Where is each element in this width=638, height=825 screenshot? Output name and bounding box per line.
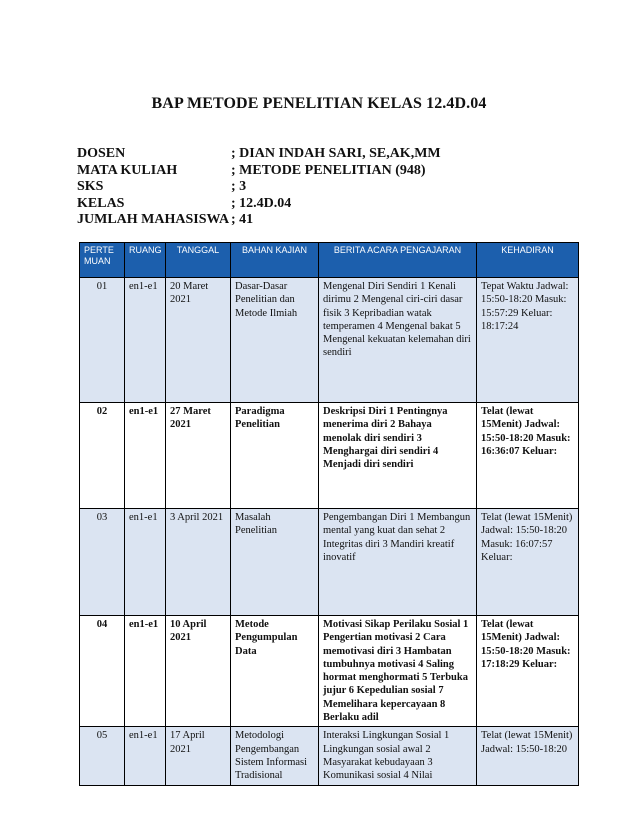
meta-row-dosen (77, 146, 441, 163)
cell-bahan-kajian: Metodologi Pengembangan Sistem Informasi Tradisional (231, 727, 319, 785)
meta-key: MATA KULIAH (77, 162, 178, 178)
cell-berita-acara: Pengembangan Diri 1 Membangun mental yang kuat dan sehat 2 Integritas diri 3 Mandiri kreatif inovatif (319, 509, 477, 616)
cell-bahan-kajian: Paradigma Penelitian (231, 403, 319, 509)
cell-berita-acara: Mengenal Diri Sendiri 1 Kenali dirimu 2 Mengenal ciri-ciri dasar fisik 3 Kepribadian watak temperamen 4 Mengenal bakat 5 Mengenal kekuatan kelemahan diri sendiri (319, 278, 477, 403)
header-kehadiran: KEHADIRAN (477, 243, 579, 278)
cell-bahan-kajian: Metode Pengumpulan Data (231, 616, 319, 727)
cell-kehadiran: Telat (lewat 15Menit) Jadwal: 15:50-18:20 (477, 727, 579, 785)
cell-tanggal: 3 April 2021 (166, 509, 231, 616)
cell-ruang: en1-e1 (125, 509, 166, 616)
cell-tanggal: 20 Maret 2021 (166, 278, 231, 403)
header-bahan-kajian: BAHAN KAJIAN (231, 243, 319, 278)
meta-row-jumlah-mahasiswa (77, 212, 441, 229)
cell-pertemuan: 01 (80, 278, 125, 403)
cell-pertemuan: 03 (80, 509, 125, 616)
cell-ruang: en1-e1 (125, 727, 166, 785)
cell-berita-acara: Motivasi Sikap Perilaku Sosial 1 Pengertian motivasi 2 Cara memotivasi diri 3 Hambatan tumbuhnya motivasi 4 Saling hormat menghormati 5 Terbuka jujur 6 Kepedulian sosial 7 Memelihara kepercayaan 8 Berlaku adil (319, 616, 477, 727)
cell-ruang: en1-e1 (125, 278, 166, 403)
course-info (77, 146, 441, 229)
cell-bahan-kajian: Dasar-Dasar Penelitian dan Metode Ilmiah (231, 278, 319, 403)
cell-tanggal: 27 Maret 2021 (166, 403, 231, 509)
header-tanggal: TANGGAL (166, 243, 231, 278)
meta-row-sks (77, 179, 441, 196)
meta-key: SKS (77, 179, 104, 194)
header-pertemuan: PERTE MUAN (80, 243, 125, 278)
cell-pertemuan: 05 (80, 727, 125, 785)
document-title: BAP METODE PENELITIAN KELAS 12.4D.04 (151, 95, 487, 112)
cell-pertemuan: 02 (80, 403, 125, 509)
cell-ruang: en1-e1 (125, 403, 166, 509)
cell-tanggal: 17 April 2021 (166, 727, 231, 785)
table-row (80, 509, 579, 616)
bap-table (79, 242, 579, 786)
meta-value: ; 12.4D.04 (231, 195, 292, 211)
cell-berita-acara: Interaksi Lingkungan Sosial 1 Lingkungan sosial awal 2 Masyarakat kebudayaan 3 Komunikasi sosial 4 Nilai (319, 727, 477, 785)
meta-row-kelas (77, 196, 441, 213)
table-row (80, 278, 579, 403)
cell-kehadiran: Telat (lewat 15Menit) Jadwal: 15:50-18:20 Masuk: 16:07:57 Keluar: (477, 509, 579, 616)
meta-key: JUMLAH MAHASISWA (77, 212, 230, 227)
cell-tanggal: 10 April 2021 (166, 616, 231, 727)
cell-ruang: en1-e1 (125, 616, 166, 727)
cell-kehadiran: Telat (lewat 15Menit) Jadwal: 15:50-18:20 Masuk: 16:36:07 Keluar: (477, 403, 579, 509)
meta-key: DOSEN (77, 146, 126, 161)
meta-value: ; METODE PENELITIAN (948) (231, 162, 426, 178)
meta-value: ; DIAN INDAH SARI, SE,AK,MM (231, 146, 441, 161)
cell-pertemuan: 04 (80, 616, 125, 727)
meta-value: ; 3 (231, 179, 247, 194)
cell-kehadiran: Tepat Waktu Jadwal: 15:50-18:20 Masuk: 15:57:29 Keluar: 18:17:24 (477, 278, 579, 403)
header-ruang: RUANG (125, 243, 166, 278)
table-row (80, 616, 579, 727)
table-row (80, 727, 579, 785)
cell-berita-acara: Deskripsi Diri 1 Pentingnya menerima diri 2 Bahaya menolak diri sendiri 3 Menghargai diri sendiri 4 Menjadi diri sendiri (319, 403, 477, 509)
meta-value: ; 41 (231, 212, 254, 227)
table-header-row (80, 243, 579, 278)
meta-key: KELAS (77, 195, 125, 211)
header-berita-acara: BERITA ACARA PENGAJARAN (319, 243, 477, 278)
meta-row-mata-kuliah (77, 163, 441, 180)
cell-bahan-kajian: Masalah Penelitian (231, 509, 319, 616)
cell-kehadiran: Telat (lewat 15Menit) Jadwal: 15:50-18:20 Masuk: 17:18:29 Keluar: (477, 616, 579, 727)
table-row (80, 403, 579, 509)
